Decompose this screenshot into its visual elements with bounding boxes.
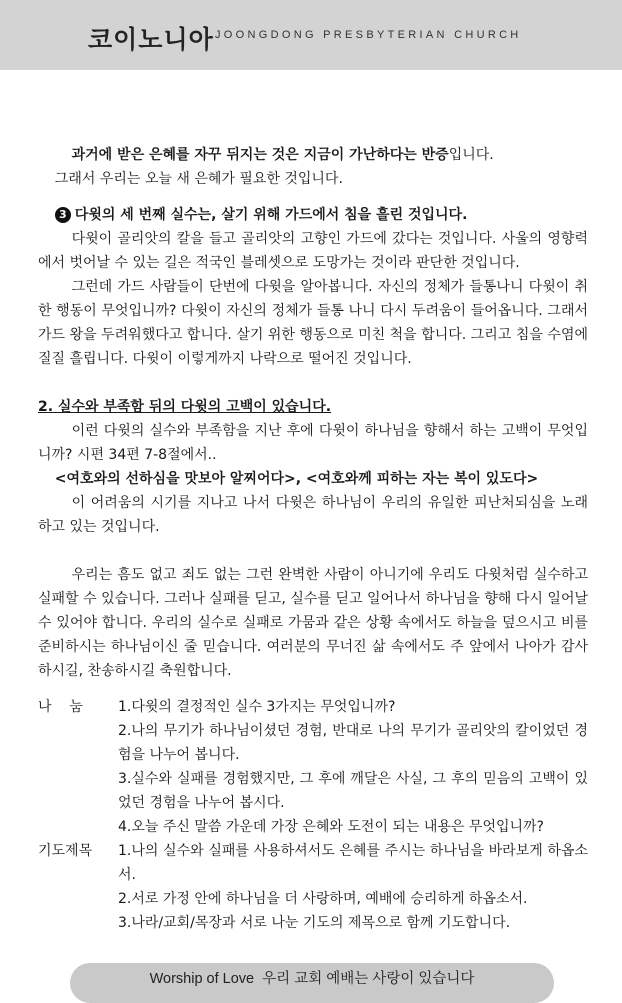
section-2-heading: 2. 실수와 부족함 뒤의 다윗의 고백이 있습니다.: [38, 399, 332, 415]
prayer-section: [38, 839, 588, 935]
paragraph-4: 그런데 가드 사람들이 단번에 다윗을 알아봅니다. 자신의 정체가 들통나니 다윗이 취한 행동이 무엇입니까? 다윗이 자신의 정체가 들통 나니 다시 두려움이 들어옵니다. 그래서 가드 왕을 두려워했다고 합니다. 살기 위한 행동으로 미친 척을 합니다. 그리고 침을 수염에 질질 흘립니다. 다윗이 이렇게까지 나락으로 떨어진 것입니다.: [38, 279, 588, 367]
paragraph-3: 다윗이 골리앗의 칼을 들고 골리앗의 고향인 가드에 갔다는 것입니다. 사울의 영향력에서 벗어날 수 있는 길은 적국인 블레셋으로 도망가는 것이라 판단한 것입니다.: [38, 231, 588, 271]
paragraph-1: [38, 143, 588, 167]
paragraph-7: 우리는 흠도 없고 죄도 없는 그런 완벽한 사람이 아니기에 우리도 다윗처럼 실수하고 실패할 수 있습니다. 그러나 실패를 딛고, 실수를 딛고 일어나서 하나님을 향해 다시 일어날 수 있어야 합니다. 우리의 실수로 실패로 가뭄과 같은 상황 속에서도 하늘을 덮으시고 비를 준비하시는 하나님이신 줄 믿습니다. 여러분의 무너진 삶 속에서도 주 앞에서 나아가 감사하시길, 찬송하시길 축원합니다.: [38, 567, 588, 679]
prayer-items: [118, 839, 588, 935]
sharing-question: 3.실수와 실패를 경험했지만, 그 후에 깨달은 사실, 그 후의 믿음의 고백이 있었던 경험을 나누어 봅시다.: [118, 771, 588, 811]
header-title-korean: 코이노니아: [88, 25, 214, 54]
scripture-quote: <여호와의 선하심을 맛보아 알찌어다>, <여호와께 피하는 자는 복이 있도다>: [54, 471, 539, 487]
paragraph-1-rest: 입니다.: [448, 147, 494, 163]
paragraph-1-bold: 과거에 받은 은혜를 자꾸 뒤지는 것은 지금이 가난하다는 반증: [71, 147, 449, 163]
sharing-question: 4.오늘 주신 말씀 가운데 가장 은혜와 도전이 되는 내용은 무엇입니까?: [118, 819, 544, 835]
sharing-question: 1.다윗의 결정적인 실수 3가지는 무엇입니까?: [118, 699, 396, 715]
sharing-label: 나 눔: [38, 699, 83, 715]
prayer-item: 3.나라/교회/목장과 서로 나눈 기도의 제목으로 함께 기도합니다.: [118, 915, 511, 931]
circled-number-icon: 3: [55, 207, 71, 223]
prayer-item: 2.서로 가정 안에 하나님을 더 사랑하며, 예배에 승리하게 하옵소서.: [118, 891, 528, 907]
point-3-heading: [38, 203, 588, 227]
sharing-section: [38, 695, 588, 839]
paragraph-5: 이런 다윗의 실수와 부족함을 지난 후에 다윗이 하나님을 향해서 하는 고백이 무엇입니까? 시편 34편 7-8절에서..: [38, 423, 588, 463]
sharing-questions: [118, 695, 588, 839]
page-header: [0, 0, 622, 70]
page-footer: [70, 963, 554, 1003]
header-title-english: JOONGDONG PRESBYTERIAN CHURCH: [215, 29, 522, 41]
footer-text: Worship of Love 우리 교회 예배는 사랑이 있습니다: [149, 971, 475, 987]
paragraph-2: 그래서 우리는 오늘 새 은혜가 필요한 것입니다.: [54, 171, 343, 187]
prayer-item: 1.나의 실수와 실패를 사용하셔서도 은혜를 주시는 하나님을 바라보게 하옵소서.: [118, 843, 588, 883]
sermon-content: [38, 143, 588, 935]
point-3-heading-text: 다윗의 세 번째 실수는, 살기 위해 가드에서 침을 흘린 것입니다.: [74, 207, 468, 223]
paragraph-6: 이 어려움의 시기를 지나고 나서 다윗은 하나님이 우리의 유일한 피난처되심을 노래하고 있는 것입니다.: [38, 495, 588, 535]
prayer-label: 기도제목: [38, 843, 93, 859]
sharing-question: 2.나의 무기가 하나님이셨던 경험, 반대로 나의 무기가 골리앗의 칼이었던 경험을 나누어 봅니다.: [118, 723, 588, 763]
